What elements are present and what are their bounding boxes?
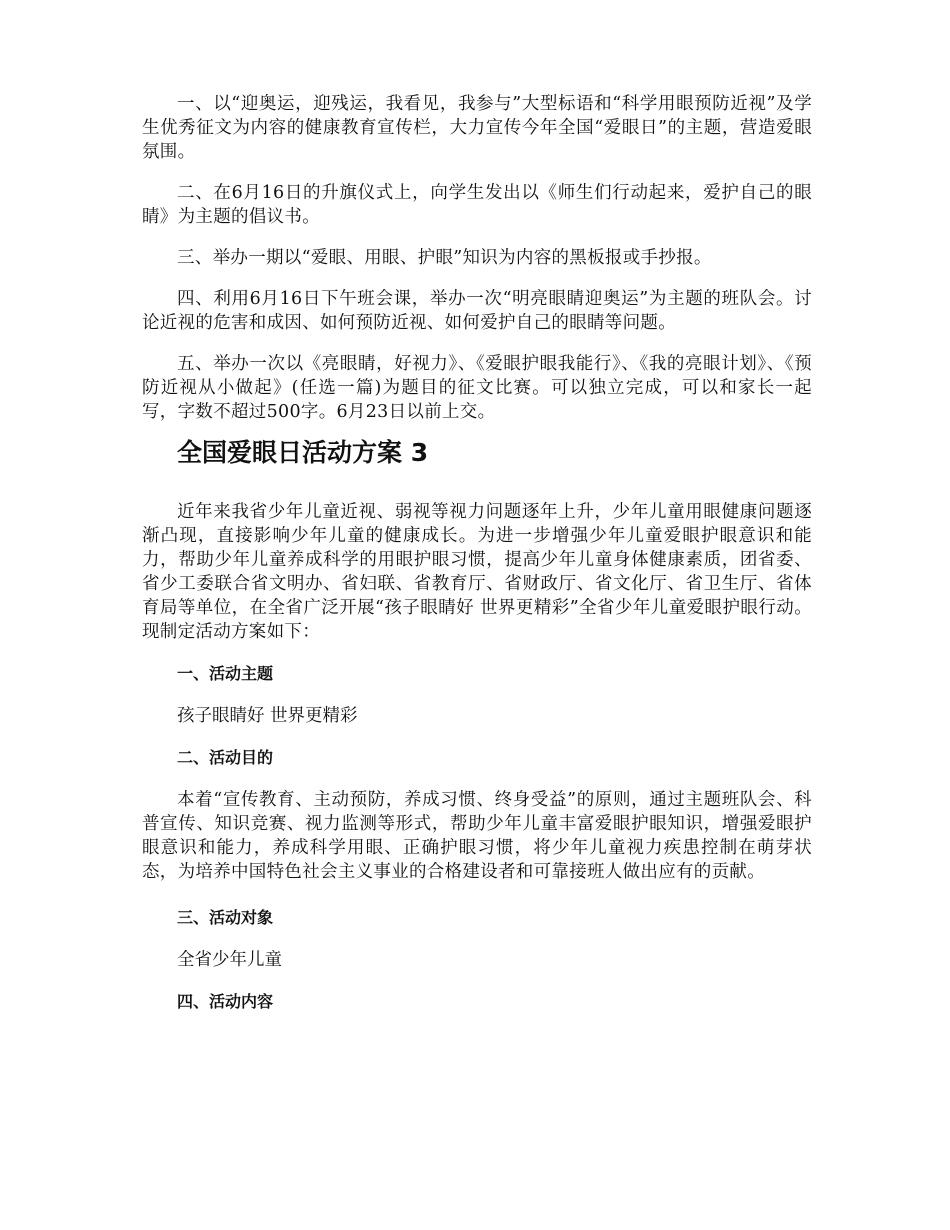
target-text: 全省少年儿童	[177, 950, 282, 970]
paragraph-item-1: 一、以“迎奥运，迎残运，我看见，我参与”大型标语和“科学用眼预防近视”及学生优秀征文为内容的健康教育宣传栏，大力宣传今年全国“爱眼日”的主题，营造爱眼氛围。	[142, 94, 812, 162]
purpose-paragraph: 本着“宣传教育、主动预防，养成习惯、终身受益”的原则，通过主题班队会、科普宣传、知识竞赛、视力监测等形式，帮助少年儿童丰富爱眼护眼知识，增强爱眼护眼意识和能力，养成科学用眼、正确护眼习惯，将少年儿童视力疾患控制在萌芽状态，为培养中国特色社会主义事业的合格建设者和可靠接班人做出应有的贡献。	[142, 790, 812, 882]
intro-paragraph: 近年来我省少年儿童近视、弱视等视力问题逐年上升，少年儿童用眼健康问题逐渐凸现，直接影响少年儿童的健康成长。为进一步增强少年儿童爱眼护眼意识和能力，帮助少年儿童养成科学的用眼护眼习惯，提高少年儿童身体健康素质，团省委、省少工委联合省文明办、省妇联、省教育厅、省财政厅、省文化厅、省卫生厅、省体育局等单位，在全省广泛开展“孩子眼睛好 世界更精彩”全省少年儿童爱眼护眼行动。现制定活动方案如下：	[142, 502, 812, 642]
paragraph-item-3: 三、举办一期以“爱眼、用眼、护眼”知识为内容的黑板报或手抄报。	[177, 248, 712, 268]
heading-purpose: 二、活动目的	[177, 748, 274, 767]
theme-text: 孩子眼睛好 世界更精彩	[177, 706, 358, 726]
section-title: 全国爱眼日活动方案 3	[177, 438, 429, 467]
heading-target: 三、活动对象	[177, 908, 274, 927]
paragraph-item-5: 五、举办一次以《亮眼睛，好视力》、《爱眼护眼我能行》、《我的亮眼计划》、《预防近视从小做起》(任选一篇)为题目的征文比赛。可以独立完成，可以和家长一起写，字数不超过500字。6月23日以前上交。	[142, 354, 812, 422]
heading-content: 四、活动内容	[177, 992, 274, 1011]
heading-theme: 一、活动主题	[177, 664, 274, 683]
document-page	[142, 92, 812, 1014]
paragraph-item-2: 二、在6月16日的升旗仪式上，向学生发出以《师生们行动起来，爱护自己的眼睛》为主题的倡议书。	[142, 183, 812, 227]
paragraph-item-4: 四、利用6月16日下午班会课，举办一次“明亮眼睛迎奥运”为主题的班队会。讨论近视的危害和成因、如何预防近视、如何爱护自己的眼睛等问题。	[142, 289, 812, 333]
